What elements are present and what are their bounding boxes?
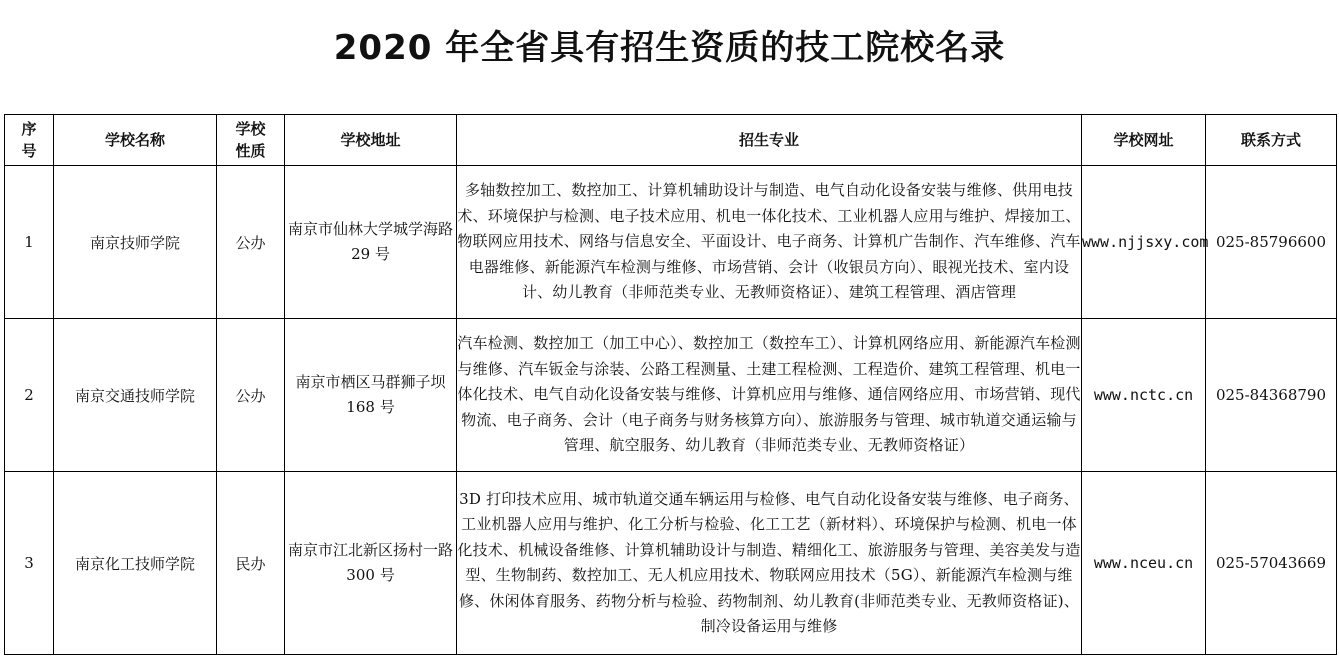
page-title: 2020 年全省具有招生资质的技工院校名录 bbox=[333, 28, 1006, 68]
school-type: 公办 bbox=[217, 166, 285, 319]
school-contact-phone: 025-57043669 bbox=[1206, 472, 1337, 655]
header-address: 学校地址 bbox=[285, 115, 457, 166]
school-address: 南京市仙林大学城学海路 29 号 bbox=[285, 166, 457, 319]
header-school-type bbox=[217, 115, 285, 166]
table-row bbox=[5, 319, 1337, 472]
header-type-line2: 性质 bbox=[235, 142, 266, 160]
header-no-line1: 序 bbox=[21, 120, 37, 138]
row-number: 2 bbox=[5, 319, 54, 472]
school-type: 公办 bbox=[217, 319, 285, 472]
school-name: 南京化工技师学院 bbox=[54, 472, 217, 655]
school-majors: 3D 打印技术应用、城市轨道交通车辆运用与检修、电气自动化设备安装与维修、电子商务、工业机器人应用与维护、化工分析与检验、化工工艺（新材料）、环境保护与检测、机电一体化技术、机械设备维修、计算机辅助设计与制造、精细化工、旅游服务与管理、美容美发与造型、生物制药、数控加工、无人机应用技术、物联网应用技术（5G）、新能源汽车检测与维修、休闲体育服务、药物分析与检验、药物制剂、幼儿教育(非师范类专业、无教师资格证)、制冷设备运用与维修 bbox=[457, 472, 1082, 655]
table-header-row bbox=[5, 115, 1337, 166]
header-majors: 招生专业 bbox=[457, 115, 1082, 166]
header-website: 学校网址 bbox=[1082, 115, 1206, 166]
school-address: 南京市栖区马群狮子坝 168 号 bbox=[285, 319, 457, 472]
school-address: 南京市江北新区扬村一路 300 号 bbox=[285, 472, 457, 655]
school-website-link[interactable]: www.nceu.cn bbox=[1082, 472, 1206, 655]
school-website-link[interactable]: www.nctc.cn bbox=[1082, 319, 1206, 472]
table-row bbox=[5, 166, 1337, 319]
school-name: 南京交通技师学院 bbox=[54, 319, 217, 472]
row-number: 1 bbox=[5, 166, 54, 319]
school-name: 南京技师学院 bbox=[54, 166, 217, 319]
school-type: 民办 bbox=[217, 472, 285, 655]
school-contact-phone: 025-85796600 bbox=[1206, 166, 1337, 319]
school-roster-table bbox=[4, 114, 1337, 655]
school-website-link[interactable]: www.njjsxy.com bbox=[1082, 166, 1206, 319]
row-number: 3 bbox=[5, 472, 54, 655]
school-majors: 汽车检测、数控加工（加工中心）、数控加工（数控车工）、计算机网络应用、新能源汽车检测与维修、汽车钣金与涂装、公路工程测量、土建工程检测、工程造价、建筑工程管理、机电一体化技术、电气自动化设备安装与维修、计算机应用与维修、通信网络应用、市场营销、现代物流、电子商务、会计（电子商务与财务核算方向）、旅游服务与管理、城市轨道交通运输与管理、航空服务、幼儿教育（非师范类专业、无教师资格证） bbox=[457, 319, 1082, 472]
header-school-name: 学校名称 bbox=[54, 115, 217, 166]
table-row bbox=[5, 472, 1337, 655]
header-no-line2: 号 bbox=[21, 142, 37, 160]
header-contact: 联系方式 bbox=[1206, 115, 1337, 166]
header-type-line1: 学校 bbox=[235, 120, 266, 138]
header-no bbox=[5, 115, 54, 166]
school-contact-phone: 025-84368790 bbox=[1206, 319, 1337, 472]
school-majors: 多轴数控加工、数控加工、计算机辅助设计与制造、电气自动化设备安装与维修、供用电技术、环境保护与检测、电子技术应用、机电一体化技术、工业机器人应用与维护、焊接加工、物联网应用技术、网络与信息安全、平面设计、电子商务、计算机广告制作、汽车维修、汽车电器维修、新能源汽车检测与维修、市场营销、会计（收银员方向）、眼视光技术、室内设计、幼儿教育（非师范类专业、无教师资格证）、建筑工程管理、酒店管理 bbox=[457, 166, 1082, 319]
